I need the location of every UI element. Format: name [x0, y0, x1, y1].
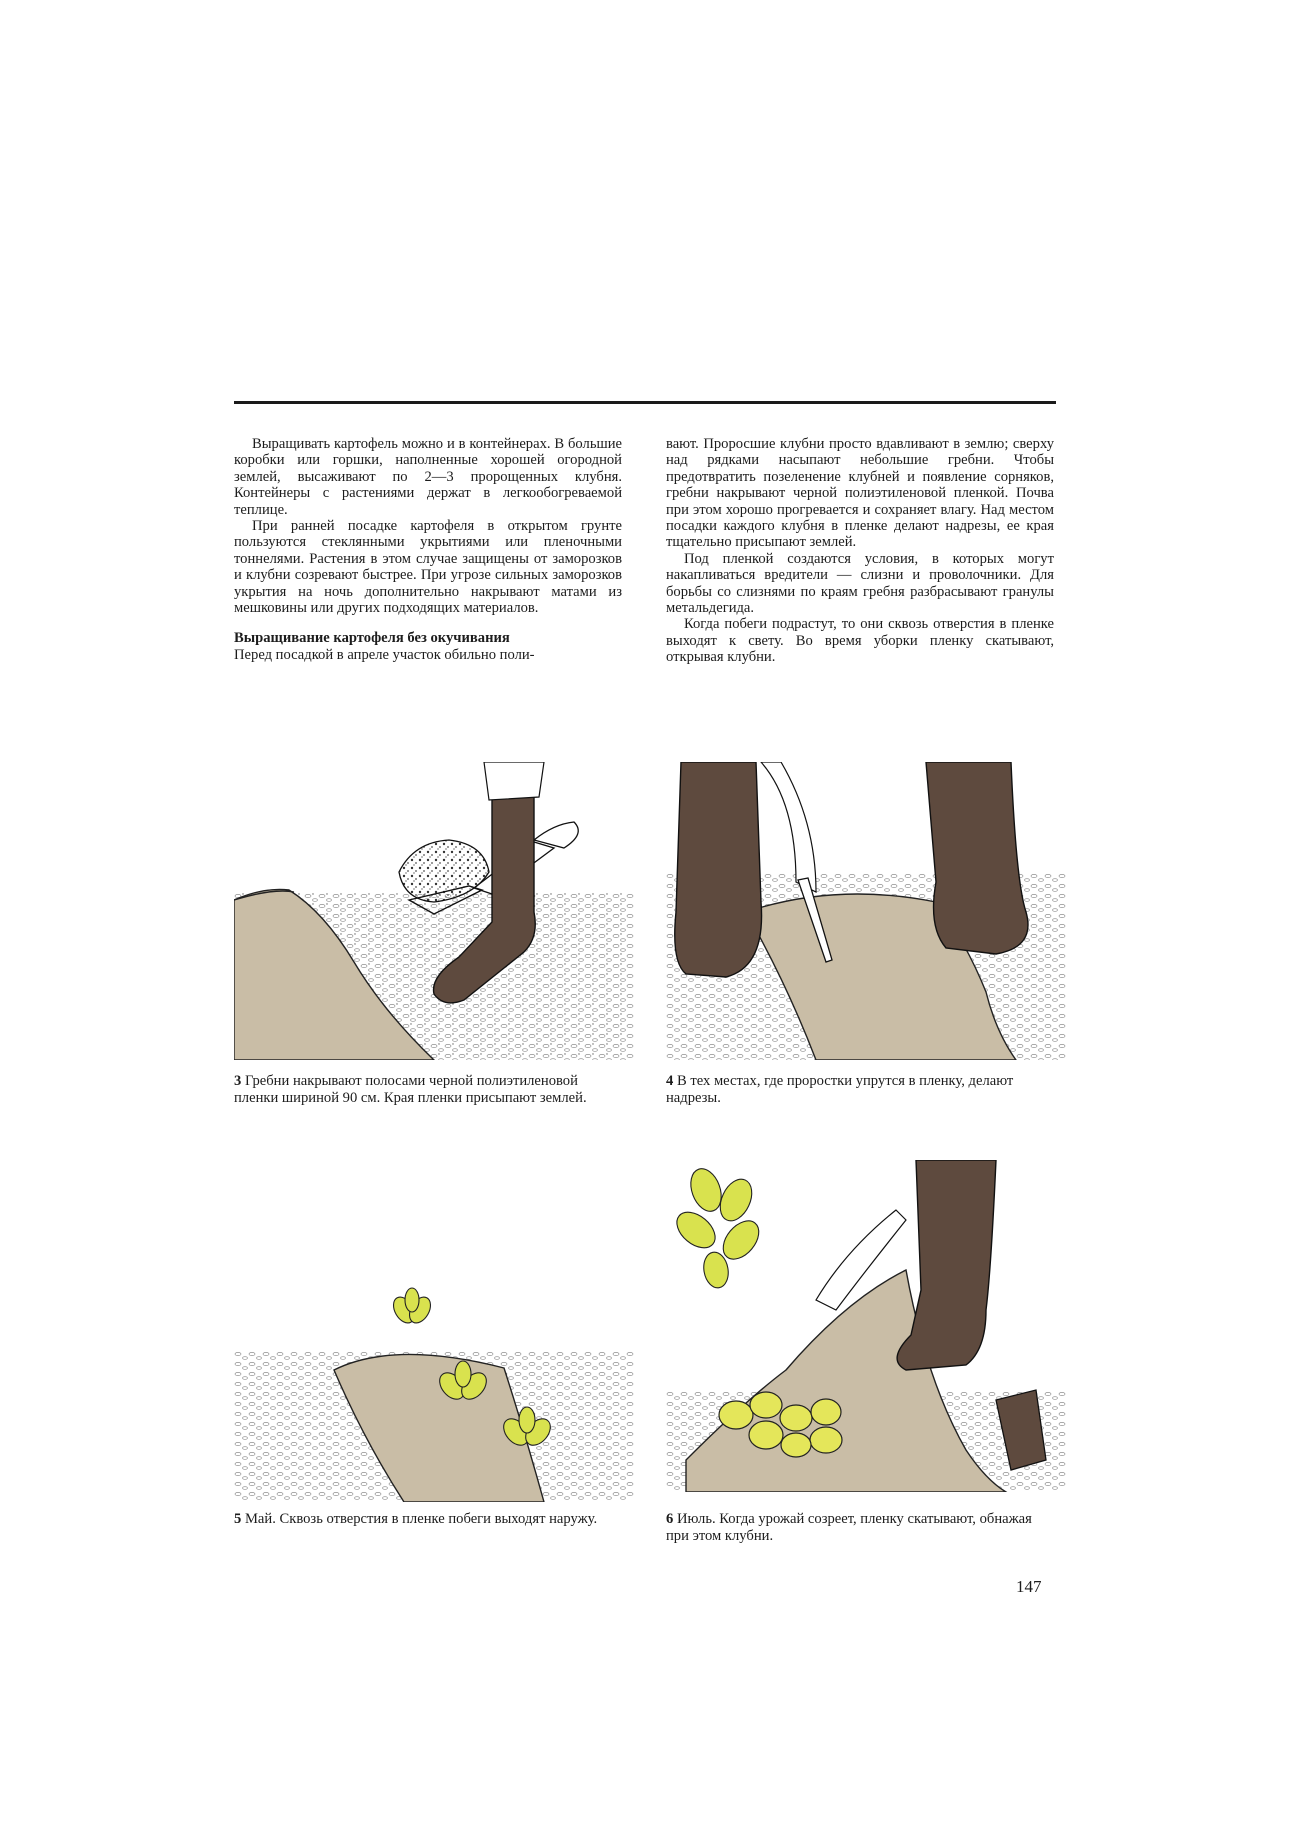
caption-text: Июль. Когда урожай созреет, пленку скатывают, обнажая при этом клубни.: [666, 1511, 1032, 1544]
figure-number: 4: [666, 1073, 674, 1089]
body-paragraph: Под пленкой создаются условия, в которых могут накапливаться вредители — слизни и проволочники. Для борьбы со слизнями по краям гребня разбрасывают гранулы метальдегида.: [666, 550, 1054, 617]
caption-text: В тех местах, где проростки упрутся в пленку, делают надрезы.: [666, 1073, 1014, 1106]
body-paragraph: Когда побеги подрастут, то они сквозь отверстия в пленке выходят к свету. Во время уборки пленку скатывают, открывая клубни.: [666, 616, 1054, 666]
figure-6-caption: [666, 1511, 1056, 1544]
header-rule: [234, 401, 1056, 404]
body-paragraph: вают. Проросшие клубни просто вдавливают в землю; сверху над рядками насыпают небольшие гребни. Чтобы предотвратить позеленение клубней и появление сорняков, гребни накрывают черной полиэтиленовой пленкой. Почва при этом хорошо прогревается и сохраняет влагу. Над местом посадки каждого клубня в пленке делают надрезы, ее края тщательно присыпают землей.: [666, 436, 1054, 551]
figure-3-illustration: [234, 762, 634, 1060]
figure-4-illustration: [666, 762, 1066, 1060]
figure-number: 5: [234, 1511, 242, 1527]
page-number: 147: [1016, 1577, 1042, 1596]
potato-plant-icon: [670, 1165, 766, 1290]
figure-5-illustration: [234, 1270, 634, 1502]
body-paragraph: Перед посадкой в апреле участок обильно поли-: [234, 646, 535, 663]
caption-text: Май. Сквозь отверстия в пленке побеги выходят наружу.: [244, 1511, 598, 1527]
figure-3-caption: [234, 1073, 624, 1106]
figure-4-caption: [666, 1073, 1056, 1106]
section-subheading: Выращивание картофеля без окучивания: [234, 630, 510, 647]
shoot-icon: [389, 1288, 435, 1327]
right-text-column: [666, 436, 1054, 666]
figure-number: 3: [234, 1073, 242, 1089]
figure-6-illustration: [666, 1160, 1066, 1492]
body-paragraph: Выращивать картофель можно и в контейнерах. В большие коробки или горшки, наполненные хорошей огородной землей, высаживают по 2—3 пророщенных клубня. Контейнеры с растениями держат в легкообогреваемой теплице.: [234, 436, 622, 518]
figure-5-caption: [234, 1511, 624, 1528]
caption-text: Гребни накрывают полосами черной полиэтиленовой пленки шириной 90 см. Края пленки присыпают землей.: [234, 1073, 587, 1106]
body-paragraph: При ранней посадке картофеля в открытом грунте пользуются стеклянными укрытиями или пленочными тоннелями. Растения в этом случае защищены от заморозков и клубни созревают быстрее. При угрозе сильных заморозков укрытия на ночь дополнительно накрывают матами из мешковины или других подходящих материалов.: [234, 518, 622, 617]
left-text-column: [234, 436, 622, 663]
figure-number: 6: [666, 1511, 674, 1527]
